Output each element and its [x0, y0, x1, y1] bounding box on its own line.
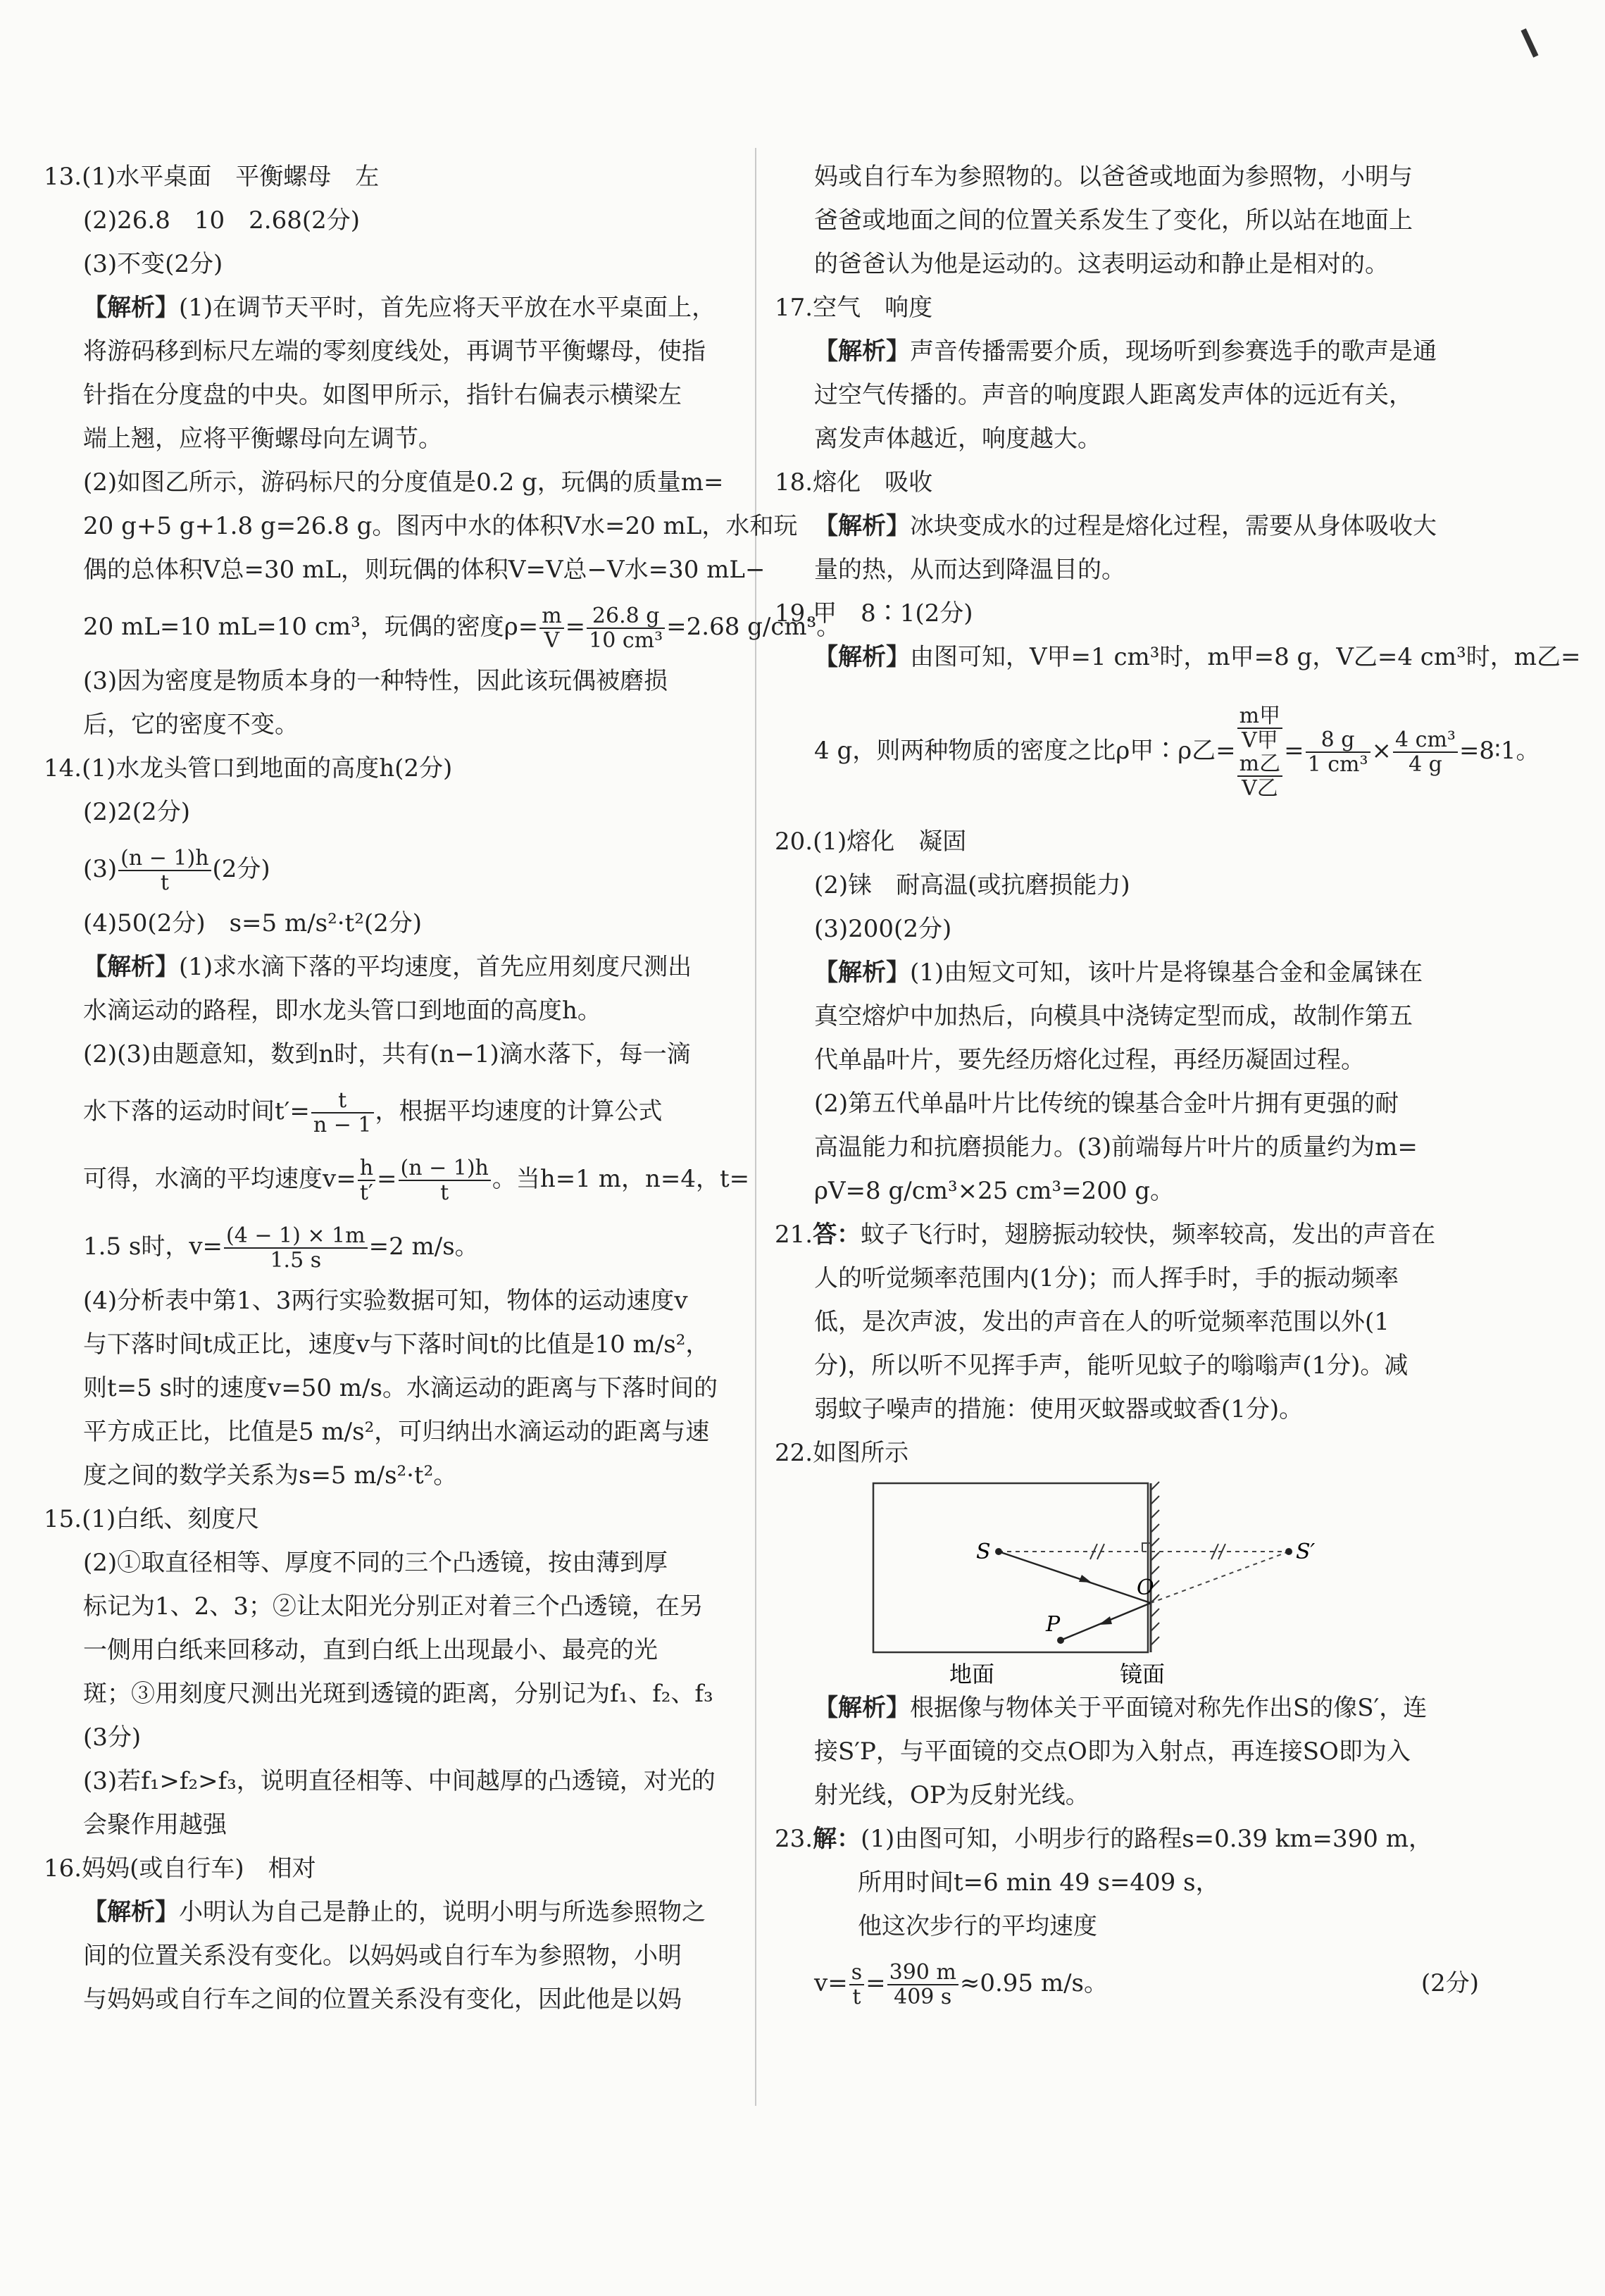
q17-analysis-line: 【解析】声音传播需要介质，现场听到参赛选手的歌声是通	[814, 337, 1437, 366]
fraction: $\frac{(n - 1)h}{t}$	[399, 1156, 491, 1204]
q14-answer-4: (4)50(2分) s=5 m/s²·t²(2分)	[83, 909, 422, 937]
q22-answer: 22.如图所示	[775, 1439, 909, 1467]
q16-analysis-line: 妈或自行车为参照物的。以爸爸或地面为参照物，小明与	[814, 163, 1413, 191]
q15-answer-line: 斑；③用刻度尺测出光斑到透镜的距离，分别记为f₁、f₂、f₃	[83, 1680, 713, 1708]
q16-analysis-line: 与妈妈或自行车之间的位置关系没有变化，因此他是以妈	[83, 1985, 682, 2014]
answer-tag: 答：	[813, 1221, 861, 1249]
fraction: $\frac{h}{t'}$	[358, 1156, 375, 1204]
label-p: P	[1046, 1612, 1061, 1637]
fraction: $\frac{t}{n - 1}$	[311, 1089, 374, 1137]
label-s: S	[976, 1540, 991, 1564]
q20-analysis-line: 真空熔炉中加热后，向模具中浇铸定型而成，故制作第五	[814, 1002, 1413, 1030]
q19-answer: 19.甲 8∶1(2分)	[775, 599, 973, 628]
q16-analysis-line: 爸爸或地面之间的位置关系发生了变化，所以站在地面上	[814, 206, 1413, 235]
analysis-tag: 【解析】	[83, 1898, 179, 1926]
analysis-tag: 【解析】	[814, 643, 910, 671]
q15-answer-1: 15.(1)白纸、刻度尺	[44, 1505, 260, 1533]
q15-answer-line: (3分)	[83, 1723, 142, 1752]
q21-answer-line: 人的听觉频率范围内(1分)；而人挥手时，手的振动频率	[814, 1264, 1399, 1292]
reflection-diagram	[775, 1476, 1479, 1687]
label-o: O	[1137, 1576, 1154, 1600]
analysis-tag: 【解析】	[814, 1694, 910, 1722]
q15-answer-line: (2)①取直径相等、厚度不同的三个凸透镜，按由薄到厚	[83, 1549, 668, 1577]
q14-analysis-line: 平方成正比，比值是5 m/s²，可归纳出水滴运动的距离与速	[83, 1418, 710, 1446]
q13-analysis-line: (3)因为密度是物质本身的一种特性，因此该玩偶被磨损	[83, 667, 668, 695]
q23-speed-formula: v= $\frac{s}{t}$ = $\frac{390 m}{409 s}$ ≈0.95 m/s。 (2分)	[775, 1949, 1479, 2017]
q22-analysis-line: 【解析】根据像与物体关于平面镜对称先作出S的像S′，连	[814, 1694, 1428, 1722]
q13-answer-1: 13.(1)水平桌面 平衡螺母 左	[44, 163, 380, 191]
q13-analysis-line: 【解析】(1)在调节天平时，首先应将天平放在水平桌面上，	[83, 294, 716, 322]
q14-analysis-line: 则t=5 s时的速度v=50 m/s。水滴运动的距离与下落时间的	[83, 1374, 718, 1402]
q13-analysis-line: 偶的总体积V总=30 mL，则玩偶的体积V=V总−V水=30 mL−	[83, 556, 766, 584]
solution-tag: 解：	[813, 1825, 861, 1853]
q17-analysis-line: 过空气传播的。声音的响度跟人距离发声体的远近有关，	[814, 381, 1413, 409]
compound-fraction	[1236, 704, 1284, 800]
fraction: $\frac{m}{V}$	[539, 604, 563, 652]
q19-analysis-line: 【解析】由图可知，V甲=1 cm³时，m甲=8 g，V乙=4 cm³时，m乙=	[814, 643, 1581, 671]
fraction: $\frac{\text{m乙}}{\text{V乙}}$	[1237, 752, 1282, 800]
q18-analysis-line: 量的热，从而达到降温目的。	[814, 556, 1125, 584]
q23-solution-line: 所用时间t=6 min 49 s=409 s，	[858, 1868, 1220, 1897]
q14-answer-1: 14.(1)水龙头管口到地面的高度h(2分)	[44, 754, 453, 782]
q21-answer-line: 低，是次声波，发出的声音在人的听觉频率范围以外(1	[814, 1308, 1389, 1336]
point-p	[1057, 1637, 1064, 1644]
q16-analysis-line: 的爸爸认为他是运动的。这表明运动和静止是相对的。	[814, 250, 1389, 278]
q17-analysis-line: 离发声体越近，响度越大。	[814, 425, 1101, 453]
q20-analysis-line: 高温能力和抗磨损能力。(3)前端每片叶片的质量约为m=	[814, 1133, 1418, 1161]
fraction: $\frac{8 g}{\text{1 cm³}}$	[1306, 728, 1370, 776]
label-s-prime: S′	[1296, 1540, 1316, 1564]
q13-analysis-line: 将游码移到标尺左端的零刻度线处，再调节平衡螺母，使指	[83, 337, 706, 366]
q13-answer-3: (3)不变(2分)	[83, 250, 223, 278]
right-angle-mark	[1142, 1543, 1151, 1552]
q17-answer: 17.空气 响度	[775, 294, 933, 322]
label-ground: 地面	[949, 1661, 995, 1687]
analysis-tag: 【解析】	[814, 512, 910, 540]
ground-region	[873, 1483, 1148, 1652]
q14-speed-formula: 可得，水滴的平均速度v= $\frac{h}{t'}$ = $\frac{(n - 1)h}{t}$ 。当h=1 m，n=4，t=	[83, 1156, 750, 1205]
analysis-tag: 【解析】	[814, 959, 910, 987]
scan-mark	[1520, 28, 1538, 57]
q14-analysis-line: 【解析】(1)求水滴下落的平均速度，首先应用刻度尺测出	[83, 953, 692, 981]
fraction: $\frac{390 m}{409 s}$	[887, 1961, 958, 2009]
q14-analysis-line: (4)分析表中第1、3两行实验数据可知，物体的运动速度v	[83, 1287, 688, 1315]
points-label: (2分)	[1420, 1969, 1479, 1997]
q20-analysis-line: (2)第五代单晶叶片比传统的镍基合金叶片拥有更强的耐	[814, 1090, 1399, 1118]
q13-answer-2: (2)26.8 10 2.68(2分)	[83, 206, 360, 235]
q18-analysis-line: 【解析】冰块变成水的过程是熔化过程，需要从身体吸收大	[814, 512, 1437, 540]
analysis-tag: 【解析】	[83, 953, 179, 981]
q15-answer-line: 一侧用白纸来回移动，直到白纸上出现最小、最亮的光	[83, 1636, 658, 1664]
q13-analysis-line: 20 g+5 g+1.8 g=26.8 g。图丙中水的体积V水=20 mL，水和玩	[83, 512, 798, 540]
q22-analysis-line: 接S′P，与平面镜的交点O即为入射点，再连接SO即为入	[814, 1737, 1411, 1766]
q13-analysis-line: (2)如图乙所示，游码标尺的分度值是0.2 g，玩偶的质量m=	[83, 468, 724, 497]
incident-ray	[999, 1552, 1151, 1603]
mirror-reflection-figure	[775, 1476, 1479, 1687]
q15-answer-line: (3)若f₁>f₂>f₃，说明直径相等、中间越厚的凸透镜，对光的	[83, 1767, 716, 1795]
q21-answer-line: 21.答：蚊子飞行时，翅膀振动较快，频率较高，发出的声音在	[775, 1221, 1436, 1249]
q14-analysis-line: (2)(3)由题意知，数到n时，共有(n−1)滴水落下，每一滴	[83, 1040, 691, 1068]
q20-answer-1: 20.(1)熔化 凝固	[775, 828, 967, 856]
q21-answer-line: 分)，所以听不见挥手声，能听见蚊子的嗡嗡声(1分)。减	[814, 1352, 1409, 1380]
analysis-tag: 【解析】	[814, 337, 910, 366]
right-column	[775, 156, 1581, 2017]
q18-answer: 18.熔化 吸收	[775, 468, 933, 497]
q16-analysis-line: 间的位置关系没有变化。以妈妈或自行车为参照物，小明	[83, 1942, 682, 1970]
q20-analysis-line: ρV=8 g/cm³×25 cm³=200 g。	[814, 1177, 1175, 1205]
mirror-hatching	[1151, 1482, 1159, 1652]
point-s-prime	[1285, 1548, 1292, 1555]
q14-analysis-line: 度之间的数学关系为s=5 m/s²·t²。	[83, 1461, 458, 1490]
q23-solution-line: 他这次步行的平均速度	[858, 1912, 1097, 1940]
q14-analysis-line: 水滴运动的路程，即水龙头管口到地面的高度h。	[83, 997, 601, 1025]
q16-analysis-line: 【解析】小明认为自己是静止的，说明小明与所选参照物之	[83, 1898, 706, 1926]
q15-answer-line: 标记为1、2、3；②让太阳光分别正对着三个凸透镜，在另	[83, 1592, 704, 1621]
fraction: $\frac{26.8 g}{\text{10 cm³}}$	[587, 604, 665, 652]
fraction: $\frac{(4 - 1) \times 1m}{1.5 s}$	[224, 1224, 368, 1272]
q14-time-formula: 水下落的运动时间t′= $\frac{t}{n - 1}$ ，根据平均速度的计算公式	[83, 1088, 663, 1137]
fraction: $\frac{\text{m甲}}{\text{V甲}}$	[1237, 704, 1282, 752]
q20-answer-3: (3)200(2分)	[814, 915, 952, 943]
q20-analysis-line: 【解析】(1)由短文可知，该叶片是将镍基合金和金属铼在	[814, 959, 1423, 987]
virtual-ray	[1151, 1552, 1289, 1603]
analysis-tag: 【解析】	[83, 294, 179, 322]
fraction: $\frac{s}{t}$	[849, 1961, 864, 2009]
q14-answer-2: (2)2(2分)	[83, 798, 190, 826]
q14-answer-3: (3) $\frac{(n - 1)h}{t}$ (2分)	[83, 846, 270, 895]
fraction: $\frac{(n - 1)h}{t}$	[118, 847, 211, 894]
q21-answer-line: 弱蚊子噪声的措施：使用灭蚊器或蚊香(1分)。	[814, 1395, 1304, 1423]
q13-analysis-line: 端上翘，应将平衡螺母向左调节。	[83, 425, 442, 453]
column-divider	[755, 148, 756, 2106]
q23-solution-line: 23.解：(1)由图可知，小明步行的路程s=0.39 km=390 m，	[775, 1825, 1432, 1853]
left-column	[44, 156, 841, 2023]
q14-speed-calc: 1.5 s时，v= $\frac{(4 - 1) \times 1m}{1.5 s}$ =2 m/s。	[83, 1223, 479, 1273]
q16-answer-1: 16.妈妈(或自行车) 相对	[44, 1854, 316, 1883]
fraction: $\frac{\text{4 cm³}}{4 g}$	[1393, 728, 1458, 776]
point-s	[995, 1548, 1002, 1555]
q22-analysis-line: 射光线，OP为反射光线。	[814, 1781, 1089, 1809]
q13-density-formula: 20 mL=10 mL=10 cm³，玩偶的密度ρ= $\frac{m}{V}$ = $\frac{26.8 g}{\text{10 cm³}}$ =2.68 g/cm³。	[83, 604, 841, 653]
q19-density-ratio: 4 g，则两种物质的密度之比ρ甲∶ρ乙= $\frac{\text{m甲}}{\text{V甲}}$ $\frac{\text{m乙}}{\text{V乙}}$ = $\frac{8 g}{\text{1 cm³}}$ × $\frac{\text{4 cm³}}{4 g}$ =8∶1。	[814, 704, 1540, 801]
label-mirror: 镜面	[1120, 1661, 1166, 1687]
q13-analysis-line: 后，它的密度不变。	[83, 711, 299, 739]
q15-answer-line: 会聚作用越强	[83, 1811, 227, 1839]
q20-answer-2: (2)铼 耐高温(或抗磨损能力)	[814, 871, 1130, 899]
q13-analysis-line: 针指在分度盘的中央。如图甲所示，指针右偏表示横梁左	[83, 381, 682, 409]
q14-analysis-line: 与下落时间t成正比，速度v与下落时间t的比值是10 m/s²，	[83, 1330, 710, 1359]
q20-analysis-line: 代单晶叶片，要先经历熔化过程，再经历凝固过程。	[814, 1046, 1365, 1074]
incident-ray-arrow	[1079, 1575, 1092, 1583]
reflected-ray-arrow	[1099, 1616, 1112, 1625]
